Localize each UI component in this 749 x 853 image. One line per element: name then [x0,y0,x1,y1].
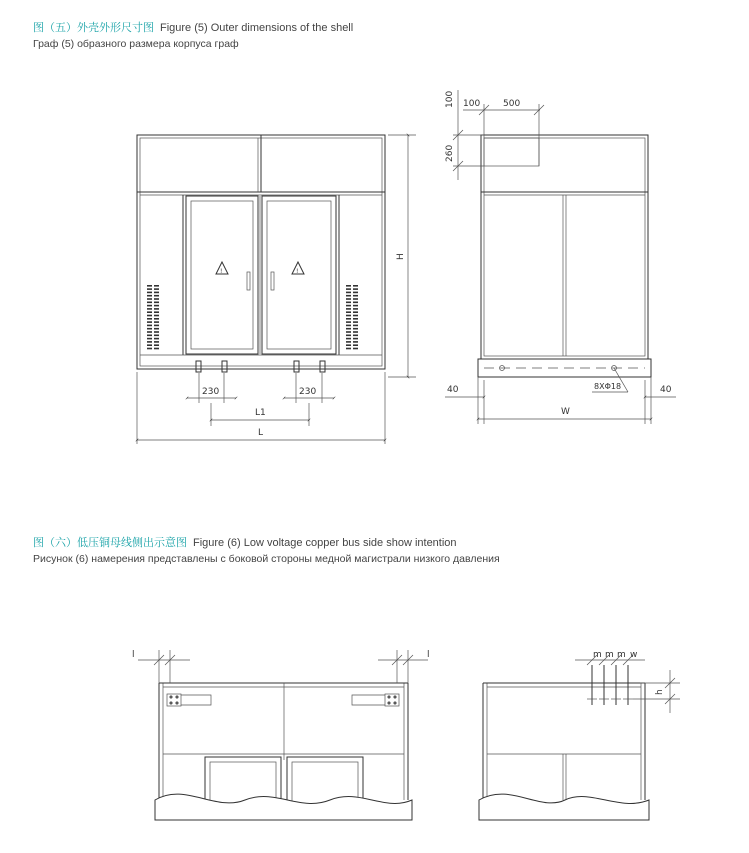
bus-slot-right [352,694,399,706]
dim-260: 260 [445,144,455,162]
dim-L1: L1 [255,408,266,418]
dim-230-right: 230 [299,387,317,397]
label-l-left: l [132,650,135,660]
label-h: h [655,689,665,695]
front-doors [186,196,336,354]
holes-note: 8XΦ18 [594,382,622,391]
left-vent-louvres [147,285,159,349]
side-dimensions [445,90,676,424]
bus-front-view [132,650,430,820]
label-m-1: m [593,650,602,660]
dim-L: L [258,428,264,438]
bus-bars [587,665,633,705]
dim-500: 500 [503,99,521,109]
figure5-title-en: Figure (5) Outer dimensions of the shell [160,22,354,34]
figure5-title-cn: 图（五）外壳外形尺寸图 [33,22,154,34]
label-m-3: m [617,650,626,660]
figure6-title-cn: 图（六）低压铜母线侧出示意图 [33,537,187,549]
bus-side-view [479,650,680,820]
dim-H: H [396,253,406,260]
label-l-right: l [427,650,430,660]
side-shell-outline [481,135,648,359]
figure5-title-ru: Граф (5) образного размера корпуса граф [33,38,239,50]
label-m-2: m [605,650,614,660]
dim-100-horizontal: 100 [463,99,481,109]
svg-text:!: ! [296,268,299,275]
dim-230-left: 230 [202,387,220,397]
break-line [155,794,412,820]
side-view [478,135,651,377]
figure6-title-ru: Рисунок (6) намерения представлены с боковой стороны медной магистрали низкого давления [33,553,500,565]
label-w: w [630,650,638,660]
front-view [137,135,385,372]
bus-outlet-box [484,138,539,166]
break-line [479,794,649,820]
dim-40-right: 40 [660,385,672,395]
front-wheels [196,361,325,372]
right-vent-louvres [346,285,358,349]
bus-slot-left [167,694,211,706]
svg-text:!: ! [220,268,223,275]
dim-100-vertical: 100 [445,90,455,108]
dim-W: W [561,407,570,417]
figure6-title-en: Figure (6) Low voltage copper bus side show intention [193,537,457,549]
front-dimensions [137,135,416,444]
dim-40-left: 40 [447,385,459,395]
